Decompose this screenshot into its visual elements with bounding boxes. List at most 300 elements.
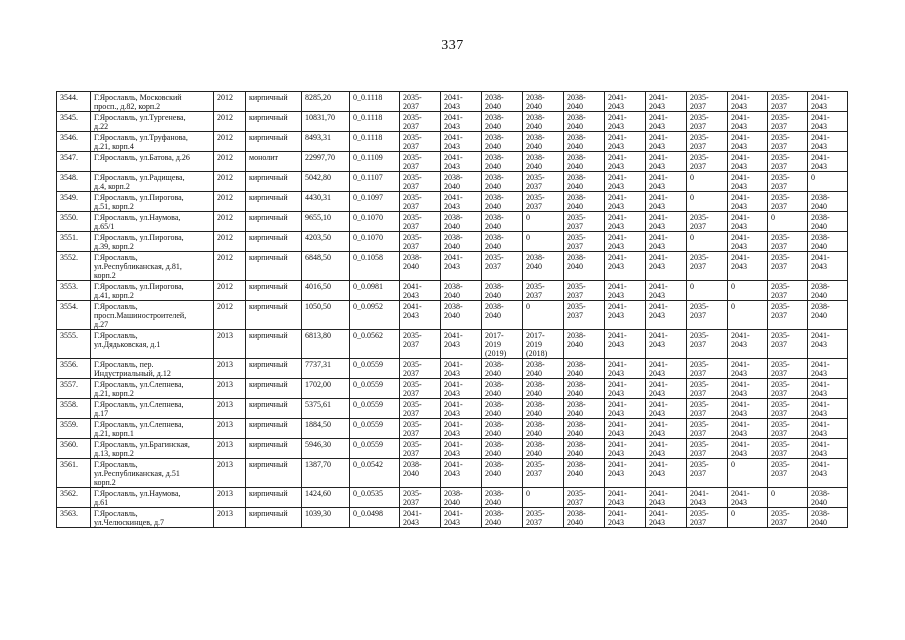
- period-cell: 0: [808, 172, 848, 192]
- period-cell: 2038- 2040: [523, 379, 564, 399]
- period-cell: 2041- 2043: [646, 399, 687, 419]
- period-cell: 2038- 2040: [564, 152, 605, 172]
- period-cell: 0: [768, 488, 808, 508]
- coefficient-cell: 0_0.0562: [350, 330, 400, 359]
- period-cell: 2041- 2043: [728, 252, 768, 281]
- period-cell: 2035- 2037: [768, 301, 808, 330]
- period-cell: 2035- 2037: [523, 172, 564, 192]
- period-cell: 2038- 2040: [564, 508, 605, 528]
- period-cell: 2041- 2043: [808, 439, 848, 459]
- period-cell: 2038- 2040: [482, 152, 523, 172]
- period-cell: 2035- 2037: [687, 301, 728, 330]
- period-cell: 2038- 2040: [808, 212, 848, 232]
- period-cell: 2035- 2037: [768, 192, 808, 212]
- period-cell: 2041- 2043: [646, 459, 687, 488]
- table-row: [57, 488, 848, 508]
- period-cell: 2035- 2037: [400, 212, 441, 232]
- period-cell: 2041- 2043: [441, 92, 482, 112]
- period-cell: 2041- 2043: [808, 330, 848, 359]
- year-cell: 2013: [214, 459, 246, 488]
- period-cell: 2041- 2043: [441, 508, 482, 528]
- address-cell: Г.Ярославль, ул.Тургенева, д.22: [91, 112, 214, 132]
- year-cell: 2012: [214, 192, 246, 212]
- row-number: 3546.: [57, 132, 91, 152]
- period-cell: 2041- 2043: [728, 92, 768, 112]
- table-row: [57, 330, 848, 359]
- period-cell: 2038- 2040: [564, 252, 605, 281]
- period-cell: 2041- 2043: [605, 152, 646, 172]
- year-cell: 2013: [214, 488, 246, 508]
- period-cell: 2038- 2040: [482, 359, 523, 379]
- period-cell: 2038- 2040: [523, 112, 564, 132]
- period-cell: 2038- 2040: [564, 132, 605, 152]
- row-number: 3554.: [57, 301, 91, 330]
- period-cell: 2038- 2040: [482, 459, 523, 488]
- period-cell: 2041- 2043: [687, 488, 728, 508]
- year-cell: 2013: [214, 330, 246, 359]
- area-cell: 5375,61: [302, 399, 350, 419]
- row-number: 3553.: [57, 281, 91, 301]
- address-cell: Г.Ярославль, ул.Республиканская, д.51 корп.2: [91, 459, 214, 488]
- period-cell: 2038- 2040: [400, 459, 441, 488]
- coefficient-cell: 0_0.1070: [350, 212, 400, 232]
- wall-material-cell: кирпичный: [246, 330, 302, 359]
- period-cell: 2041- 2043: [808, 112, 848, 132]
- period-cell: 2035- 2037: [768, 508, 808, 528]
- period-cell: 2035- 2037: [687, 459, 728, 488]
- area-cell: 5946,30: [302, 439, 350, 459]
- period-cell: 2035- 2037: [564, 232, 605, 252]
- period-cell: 2038- 2040: [441, 212, 482, 232]
- table-row: [57, 459, 848, 488]
- table-row: [57, 92, 848, 112]
- area-cell: 6848,50: [302, 252, 350, 281]
- period-cell: 2041- 2043: [728, 212, 768, 232]
- address-cell: Г.Ярославль, ул.Пирогова, д.51, корп.2: [91, 192, 214, 212]
- wall-material-cell: монолит: [246, 152, 302, 172]
- period-cell: 2035- 2037: [768, 281, 808, 301]
- period-cell: 0: [523, 301, 564, 330]
- period-cell: 2035- 2037: [482, 252, 523, 281]
- period-cell: 2038- 2040: [482, 112, 523, 132]
- period-cell: 2038- 2040: [400, 252, 441, 281]
- period-cell: 2041- 2043: [441, 112, 482, 132]
- period-cell: 2041- 2043: [441, 132, 482, 152]
- period-cell: 2035- 2037: [400, 488, 441, 508]
- year-cell: 2013: [214, 399, 246, 419]
- address-cell: Г.Ярославль, ул.Труфанова, д.21, корп.4: [91, 132, 214, 152]
- year-cell: 2012: [214, 212, 246, 232]
- wall-material-cell: кирпичный: [246, 301, 302, 330]
- period-cell: 2035- 2037: [687, 508, 728, 528]
- area-cell: 10831,70: [302, 112, 350, 132]
- area-cell: 1424,60: [302, 488, 350, 508]
- wall-material-cell: кирпичный: [246, 172, 302, 192]
- period-cell: 2041- 2043: [605, 212, 646, 232]
- period-cell: 2038- 2040: [482, 232, 523, 252]
- period-cell: 2035- 2037: [400, 359, 441, 379]
- period-cell: 2038- 2040: [523, 252, 564, 281]
- year-cell: 2012: [214, 92, 246, 112]
- wall-material-cell: кирпичный: [246, 232, 302, 252]
- period-cell: 2041- 2043: [441, 419, 482, 439]
- wall-material-cell: кирпичный: [246, 281, 302, 301]
- period-cell: 2038- 2040: [808, 232, 848, 252]
- period-cell: 2035- 2037: [523, 281, 564, 301]
- wall-material-cell: кирпичный: [246, 252, 302, 281]
- period-cell: 2035- 2037: [400, 172, 441, 192]
- period-cell: 2038- 2040: [808, 192, 848, 212]
- period-cell: 2041- 2043: [605, 112, 646, 132]
- row-number: 3556.: [57, 359, 91, 379]
- address-cell: Г.Ярославль, ул.Батова, д.26: [91, 152, 214, 172]
- period-cell: 2038- 2040: [564, 112, 605, 132]
- period-cell: 2035- 2037: [768, 252, 808, 281]
- area-cell: 7737,31: [302, 359, 350, 379]
- row-number: 3559.: [57, 419, 91, 439]
- coefficient-cell: 0_0.0559: [350, 439, 400, 459]
- table-row: [57, 508, 848, 528]
- period-cell: 2041- 2043: [646, 252, 687, 281]
- table-row: [57, 439, 848, 459]
- period-cell: 2041- 2043: [646, 379, 687, 399]
- table-row: [57, 419, 848, 439]
- table-row: [57, 399, 848, 419]
- period-cell: 2035- 2037: [687, 399, 728, 419]
- period-cell: 2035- 2037: [687, 92, 728, 112]
- period-cell: 0: [728, 508, 768, 528]
- area-cell: 1050,50: [302, 301, 350, 330]
- period-cell: 2038- 2040: [523, 92, 564, 112]
- period-cell: 2035- 2037: [564, 301, 605, 330]
- period-cell: 0: [768, 212, 808, 232]
- coefficient-cell: 0_0.0542: [350, 459, 400, 488]
- period-cell: 2035- 2037: [768, 399, 808, 419]
- period-cell: 2035- 2037: [400, 399, 441, 419]
- period-cell: 2041- 2043: [646, 112, 687, 132]
- period-cell: 2041- 2043: [646, 281, 687, 301]
- period-cell: 2041- 2043: [605, 281, 646, 301]
- period-cell: 0: [687, 232, 728, 252]
- address-cell: Г.Ярославль, просп.Машиностроителей, д.27: [91, 301, 214, 330]
- period-cell: 2041- 2043: [728, 232, 768, 252]
- row-number: 3558.: [57, 399, 91, 419]
- wall-material-cell: кирпичный: [246, 112, 302, 132]
- period-cell: 2041- 2043: [646, 92, 687, 112]
- period-cell: 2038- 2040: [482, 301, 523, 330]
- period-cell: 2035- 2037: [768, 112, 808, 132]
- period-cell: 2041- 2043: [646, 301, 687, 330]
- coefficient-cell: 0_0.1118: [350, 132, 400, 152]
- period-cell: 2038- 2040: [523, 399, 564, 419]
- year-cell: 2012: [214, 252, 246, 281]
- address-cell: Г.Ярославль, ул.Слепнева, д.17: [91, 399, 214, 419]
- period-cell: 0: [523, 212, 564, 232]
- period-cell: 2035- 2037: [400, 152, 441, 172]
- period-cell: 2041- 2043: [646, 232, 687, 252]
- period-cell: 2038- 2040: [482, 192, 523, 212]
- wall-material-cell: кирпичный: [246, 508, 302, 528]
- wall-material-cell: кирпичный: [246, 192, 302, 212]
- row-number: 3552.: [57, 252, 91, 281]
- area-cell: 1387,70: [302, 459, 350, 488]
- period-cell: 2038- 2040: [482, 508, 523, 528]
- period-cell: 2038- 2040: [482, 281, 523, 301]
- period-cell: 2035- 2037: [523, 459, 564, 488]
- period-cell: 2041- 2043: [646, 192, 687, 212]
- period-cell: 2041- 2043: [441, 252, 482, 281]
- period-cell: 2041- 2043: [728, 399, 768, 419]
- period-cell: 2041- 2043: [605, 301, 646, 330]
- period-cell: 0: [687, 172, 728, 192]
- coefficient-cell: 0_0.0559: [350, 399, 400, 419]
- period-cell: 2035- 2037: [768, 359, 808, 379]
- address-cell: Г.Ярославль, ул.Дядьковская, д.1: [91, 330, 214, 359]
- period-cell: 0: [523, 232, 564, 252]
- row-number: 3545.: [57, 112, 91, 132]
- period-cell: 2041- 2043: [728, 419, 768, 439]
- period-cell: 2038- 2040: [564, 330, 605, 359]
- period-cell: 0: [728, 301, 768, 330]
- period-cell: 2038- 2040: [441, 281, 482, 301]
- period-cell: 2041- 2043: [605, 359, 646, 379]
- period-cell: 2041- 2043: [728, 132, 768, 152]
- period-cell: 2041- 2043: [728, 359, 768, 379]
- period-cell: 2041- 2043: [441, 399, 482, 419]
- period-cell: 2035- 2037: [768, 232, 808, 252]
- year-cell: 2013: [214, 508, 246, 528]
- period-cell: 2041- 2043: [646, 508, 687, 528]
- period-cell: 2035- 2037: [768, 172, 808, 192]
- year-cell: 2012: [214, 232, 246, 252]
- coefficient-cell: 0_0.0981: [350, 281, 400, 301]
- period-cell: 2038- 2040: [564, 172, 605, 192]
- period-cell: 2038- 2040: [482, 488, 523, 508]
- period-cell: 2035- 2037: [687, 252, 728, 281]
- coefficient-cell: 0_0.0559: [350, 359, 400, 379]
- period-cell: 2041- 2043: [605, 172, 646, 192]
- table-row: [57, 192, 848, 212]
- area-cell: 1884,50: [302, 419, 350, 439]
- period-cell: 2041- 2043: [728, 152, 768, 172]
- period-cell: 2041- 2043: [605, 419, 646, 439]
- year-cell: 2013: [214, 439, 246, 459]
- period-cell: 2038- 2040: [564, 379, 605, 399]
- period-cell: 2038- 2040: [564, 459, 605, 488]
- year-cell: 2013: [214, 379, 246, 399]
- table-row: [57, 172, 848, 192]
- coefficient-cell: 0_0.1107: [350, 172, 400, 192]
- wall-material-cell: кирпичный: [246, 132, 302, 152]
- period-cell: 0: [523, 488, 564, 508]
- period-cell: 2035- 2037: [400, 112, 441, 132]
- row-number: 3560.: [57, 439, 91, 459]
- period-cell: 2041- 2043: [646, 330, 687, 359]
- table-row: [57, 112, 848, 132]
- period-cell: 2041- 2043: [646, 488, 687, 508]
- area-cell: 8493,31: [302, 132, 350, 152]
- period-cell: 2041- 2043: [441, 192, 482, 212]
- address-cell: Г.Ярославль, пер. Индустриальный, д.12: [91, 359, 214, 379]
- area-cell: 4430,31: [302, 192, 350, 212]
- period-cell: 2041- 2043: [728, 330, 768, 359]
- coefficient-cell: 0_0.1070: [350, 232, 400, 252]
- wall-material-cell: кирпичный: [246, 212, 302, 232]
- period-cell: 2035- 2037: [523, 192, 564, 212]
- row-number: 3547.: [57, 152, 91, 172]
- period-cell: 2035- 2037: [768, 459, 808, 488]
- period-cell: 2041- 2043: [605, 252, 646, 281]
- row-number: 3555.: [57, 330, 91, 359]
- period-cell: 2038- 2040: [808, 281, 848, 301]
- row-number: 3561.: [57, 459, 91, 488]
- row-number: 3562.: [57, 488, 91, 508]
- period-cell: 2038- 2040: [564, 92, 605, 112]
- period-cell: 2041- 2043: [646, 419, 687, 439]
- period-cell: 2041- 2043: [605, 192, 646, 212]
- period-cell: 2035- 2037: [400, 330, 441, 359]
- period-cell: 2038- 2040: [523, 359, 564, 379]
- period-cell: 2035- 2037: [400, 419, 441, 439]
- period-cell: 2038- 2040: [523, 419, 564, 439]
- period-cell: 2041- 2043: [728, 172, 768, 192]
- coefficient-cell: 0_0.1118: [350, 92, 400, 112]
- address-cell: Г.Ярославль, ул.Челюскинцев, д.7: [91, 508, 214, 528]
- period-cell: 2035- 2037: [687, 132, 728, 152]
- period-cell: 2041- 2043: [441, 330, 482, 359]
- period-cell: 0: [728, 281, 768, 301]
- housing-register-table: [56, 91, 848, 528]
- period-cell: 2041- 2043: [808, 359, 848, 379]
- period-cell: 2017- 2019 (2019): [482, 330, 523, 359]
- address-cell: Г.Ярославль, ул.Пирогова, д.39, корп.2: [91, 232, 214, 252]
- period-cell: 2038- 2040: [564, 419, 605, 439]
- address-cell: Г.Ярославль, ул.Слепнева, д.21, корп.1: [91, 419, 214, 439]
- table-row: [57, 152, 848, 172]
- period-cell: 2038- 2040: [564, 439, 605, 459]
- period-cell: 2035- 2037: [768, 419, 808, 439]
- period-cell: 2041- 2043: [605, 439, 646, 459]
- table-row: [57, 252, 848, 281]
- period-cell: 2038- 2040: [808, 508, 848, 528]
- period-cell: 2041- 2043: [605, 92, 646, 112]
- address-cell: Г.Ярославль, ул.Пирогова, д.41, корп.2: [91, 281, 214, 301]
- period-cell: 2041- 2043: [808, 379, 848, 399]
- period-cell: 2038- 2040: [482, 92, 523, 112]
- coefficient-cell: 0_0.1058: [350, 252, 400, 281]
- period-cell: 2041- 2043: [441, 379, 482, 399]
- table-row: [57, 379, 848, 399]
- coefficient-cell: 0_0.1097: [350, 192, 400, 212]
- year-cell: 2013: [214, 419, 246, 439]
- period-cell: 2041- 2043: [646, 152, 687, 172]
- period-cell: 2035- 2037: [768, 132, 808, 152]
- period-cell: 2038- 2040: [482, 172, 523, 192]
- period-cell: 2035- 2037: [687, 439, 728, 459]
- period-cell: 2038- 2040: [564, 359, 605, 379]
- period-cell: 2041- 2043: [646, 212, 687, 232]
- period-cell: 2041- 2043: [646, 172, 687, 192]
- period-cell: 2041- 2043: [728, 439, 768, 459]
- address-cell: Г.Ярославль, ул.Слепнева, д.21, корп.2: [91, 379, 214, 399]
- row-number: 3544.: [57, 92, 91, 112]
- table-row: [57, 132, 848, 152]
- row-number: 3550.: [57, 212, 91, 232]
- period-cell: 2041- 2043: [605, 330, 646, 359]
- wall-material-cell: кирпичный: [246, 359, 302, 379]
- period-cell: 2041- 2043: [441, 459, 482, 488]
- period-cell: 2041- 2043: [605, 488, 646, 508]
- address-cell: Г.Ярославль, ул.Республиканская, д.81, корп.2: [91, 252, 214, 281]
- period-cell: 2041- 2043: [400, 301, 441, 330]
- coefficient-cell: 0_0.0559: [350, 419, 400, 439]
- period-cell: 2035- 2037: [687, 379, 728, 399]
- address-cell: Г.Ярославль, Московский просп., д.82, корп.2: [91, 92, 214, 112]
- period-cell: 2041- 2043: [441, 359, 482, 379]
- wall-material-cell: кирпичный: [246, 379, 302, 399]
- year-cell: 2013: [214, 359, 246, 379]
- wall-material-cell: кирпичный: [246, 439, 302, 459]
- period-cell: 2035- 2037: [564, 488, 605, 508]
- period-cell: 2041- 2043: [728, 488, 768, 508]
- period-cell: 2038- 2040: [808, 488, 848, 508]
- period-cell: 0: [687, 192, 728, 212]
- period-cell: 2035- 2037: [768, 379, 808, 399]
- period-cell: 2035- 2037: [687, 330, 728, 359]
- period-cell: 2035- 2037: [564, 212, 605, 232]
- period-cell: 2041- 2043: [808, 132, 848, 152]
- page-number: 337: [441, 38, 464, 53]
- coefficient-cell: 0_0.0952: [350, 301, 400, 330]
- row-number: 3551.: [57, 232, 91, 252]
- area-cell: 9655,10: [302, 212, 350, 232]
- period-cell: 2041- 2043: [646, 132, 687, 152]
- address-cell: Г.Ярославль, ул.Брагинская, д.13, корп.2: [91, 439, 214, 459]
- wall-material-cell: кирпичный: [246, 459, 302, 488]
- period-cell: 2038- 2040: [482, 379, 523, 399]
- coefficient-cell: 0_0.0498: [350, 508, 400, 528]
- period-cell: 2038- 2040: [441, 301, 482, 330]
- year-cell: 2012: [214, 301, 246, 330]
- period-cell: 2041- 2043: [400, 508, 441, 528]
- period-cell: 2038- 2040: [482, 399, 523, 419]
- period-cell: 2038- 2040: [523, 132, 564, 152]
- period-cell: 2035- 2037: [768, 439, 808, 459]
- area-cell: 22997,70: [302, 152, 350, 172]
- period-cell: 2041- 2043: [808, 459, 848, 488]
- year-cell: 2012: [214, 152, 246, 172]
- table-row: [57, 301, 848, 330]
- area-cell: 8285,20: [302, 92, 350, 112]
- coefficient-cell: 0_0.1118: [350, 112, 400, 132]
- period-cell: 2041- 2043: [605, 379, 646, 399]
- period-cell: 2035- 2037: [523, 508, 564, 528]
- period-cell: 2038- 2040: [523, 152, 564, 172]
- period-cell: 2038- 2040: [808, 301, 848, 330]
- period-cell: 2041- 2043: [646, 359, 687, 379]
- table-row: [57, 212, 848, 232]
- table-row: [57, 232, 848, 252]
- period-cell: 2041- 2043: [605, 132, 646, 152]
- period-cell: 2041- 2043: [808, 152, 848, 172]
- address-cell: Г.Ярославль, ул.Радищева, д.4, корп.2: [91, 172, 214, 192]
- period-cell: 2038- 2040: [441, 488, 482, 508]
- area-cell: 4203,50: [302, 232, 350, 252]
- period-cell: 0: [728, 459, 768, 488]
- wall-material-cell: кирпичный: [246, 92, 302, 112]
- year-cell: 2012: [214, 112, 246, 132]
- period-cell: 2041- 2043: [808, 92, 848, 112]
